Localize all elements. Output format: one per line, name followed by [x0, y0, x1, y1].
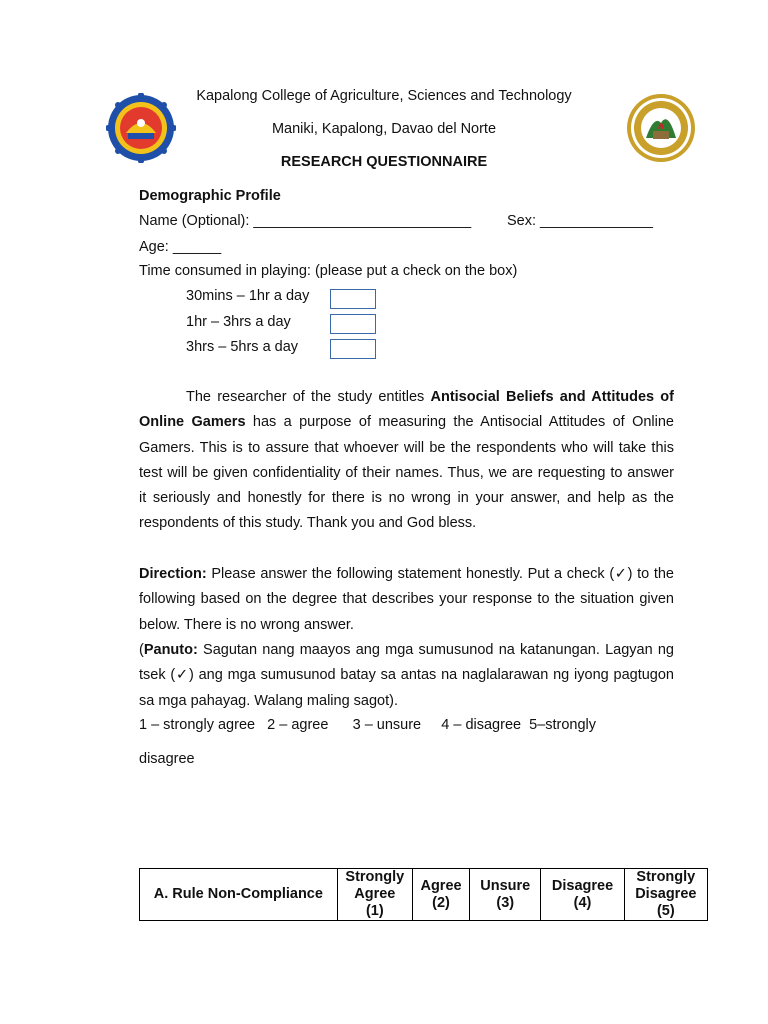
column-number: (3) [496, 894, 515, 911]
demographic-heading: Demographic Profile [139, 188, 281, 204]
column-header-5 [624, 869, 707, 921]
column-header-3 [470, 869, 541, 921]
direction-paragraph [139, 562, 674, 638]
column-number: (2) [432, 894, 450, 911]
column-number: (1) [365, 903, 384, 919]
column-number: (5) [656, 903, 675, 919]
scale-legend: 1 – strongly agree 2 – agree 3 – unsure 4 – disagree 5–strongly [139, 717, 597, 733]
panuto-text: Sagutan nang maayos ang mga sumusunod na katanungan. Lagyan ng tsek (✓) ang mga sumusunod batay sa antas na naglalarawan ng iyong pagtugon sa mga pahayag. Walang maling sagot). [139, 642, 674, 709]
panuto-paragraph [139, 638, 674, 714]
column-label: Strongly Agree [345, 869, 405, 902]
scale-legend-wrap: disagree [139, 751, 195, 767]
column-number: (4) [573, 894, 592, 911]
time-option-checkbox-1[interactable] [330, 289, 376, 309]
column-label: Disagree [551, 877, 614, 894]
column-label: Agree [420, 877, 462, 894]
panuto-open: ( [139, 642, 144, 658]
study-title: Antisocial Beliefs and Attitudes of Online Gamers [139, 389, 674, 431]
page-title: RESEARCH QUESTIONNAIRE [280, 154, 488, 170]
time-option-label: 30mins – 1hr a day [186, 288, 310, 304]
column-header-1 [337, 869, 412, 921]
table-header-row [140, 869, 708, 921]
rating-table [139, 868, 708, 921]
time-prompt: Time consumed in playing: (please put a check on the box) [139, 263, 518, 279]
age-field[interactable]: Age: ______ [139, 239, 222, 255]
panuto-label: Panuto: [143, 642, 198, 658]
name-field[interactable]: Name (Optional): ___________________________ [139, 213, 472, 229]
column-label: Strongly Disagree [635, 869, 697, 902]
intro-lead: The researcher of the study entitles [186, 389, 431, 405]
sex-field[interactable]: Sex: ______________ [507, 213, 653, 229]
column-header-4 [541, 869, 624, 921]
column-label: Unsure [480, 877, 531, 894]
institution-address: Maniki, Kapalong, Davao del Norte [271, 121, 497, 137]
time-option-label: 1hr – 3hrs a day [186, 314, 291, 330]
section-label: A. Rule Non-Compliance [140, 869, 338, 921]
time-option-checkbox-3[interactable] [330, 339, 376, 359]
intro-paragraph [139, 385, 674, 537]
time-option-label: 3hrs – 5hrs a day [186, 339, 299, 355]
intro-rest: has a purpose of measuring the Antisocial Attitudes of Online Gamers. This is to assure that whoever will be the respondents who will take this test will be given confidentiality of their names. Thus, we are requesting to answer it seriously and honestly for there is no wrong in your answer, and help as the respondents of this study. Thank you and God bless. [139, 414, 675, 532]
time-option-checkbox-2[interactable] [330, 314, 376, 334]
column-header-2 [412, 869, 469, 921]
direction-label: Direction: [139, 566, 207, 582]
direction-text: Please answer the following statement honestly. Put a check (✓) to the following based on the degree that describes your response to the situation given below. There is no wrong answer. [139, 566, 674, 633]
institution-name: Kapalong College of Agriculture, Sciences and Technology [196, 88, 572, 104]
